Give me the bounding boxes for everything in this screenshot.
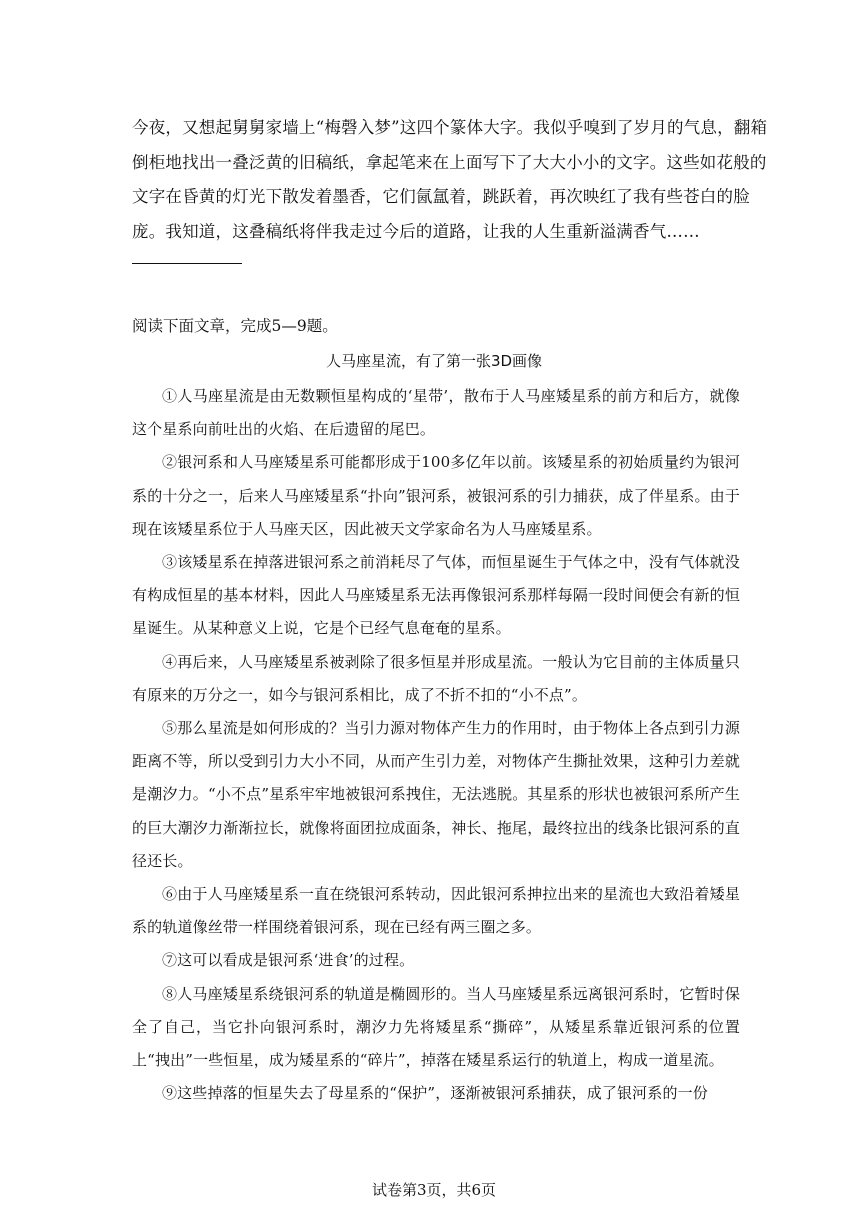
intro-paragraph: 今夜，又想起舅舅家墙上“梅磬入梦”这四个篆体大字。我似乎嗅到了岁月的气息，翻箱倒柜地找出一叠泛黄的旧稿纸，拿起笔来在上面写下了大大小小的文字。这些如花般的文字在昏黄的灯光下散发着墨香，它们氤氲着，跳跃着，再次映红了我有些苍白的脸庞。我知道，这叠稿纸将伴我走过今后的道路，让我的人生重新溢满香气…… <box>132 118 768 241</box>
reading-instruction: 阅读下面文章，完成5—9题。 <box>132 317 338 335</box>
section-divider <box>132 263 242 264</box>
article-paragraph-3: ③该矮星系在掉落进银河系之前消耗尽了气体，而恒星诞生于气体之中，没有气体就没有构成恒星的基本材料，因此人马座矮星系无法再像银河系那样每隔一段时间便会有新的恒星诞生。从某种意义上说，它是个已经气息奄奄的星系。 <box>132 553 740 638</box>
article-title: 人马座星流，有了第一张3D画像 <box>325 352 543 370</box>
article-paragraph-7: ⑦这可以看成是银河系‘进食’的过程。 <box>162 951 415 970</box>
article-paragraph-9: ⑨这些掉落的恒星失去了母星系的“保护”，逐渐被银河系捕获，成了银河系的一份 <box>162 1084 708 1103</box>
intro-passage <box>132 111 772 249</box>
article-paragraph-2: ②银河系和人马座矮星系可能都形成于100多亿年以前。该矮星系的初始质量约为银河系的十分之一，后来人马座矮星系“扑向”银河系，被银河系的引力捕获，成了伴星系。由于现在该矮星系位于人马座天区，因此被天文学家命名为人马座矮星系。 <box>132 453 740 538</box>
article-paragraph-5: ⑤那么星流是如何形成的？当引力源对物体产生力的作用时，由于物体上各点到引力源距离不等，所以受到引力大小不同，从而产生引力差，对物体产生撕扯效果，这种引力差就是潮汐力。“小不点”星系牢牢地被银河系拽住，无法逃脱。其星系的形状也被银河系所产生的巨大潮汐力渐渐拉长，就像将面团拉成面条，神长、拖尾，最终拉出的线条比银河系的直径还长。 <box>132 719 740 870</box>
page-footer: 试卷第3页，共6页 <box>371 1181 497 1199</box>
article-paragraph-8: ⑧人马座矮星系绕银河系的轨道是椭圆形的。当人马座矮星系远离银河系时，它暂时保全了自己，当它扑向银河系时，潮汐力先将矮星系“撕碎”，从矮星系靠近银河系的位置上“拽出”一些恒星，成为矮星系的“碎片”，掉落在矮星系运行的轨道上，构成一道星流。 <box>132 984 740 1070</box>
article-paragraph-4: ④再后来，人马座矮星系被剥除了很多恒星并形成星流。一般认为它目前的主体质量只有原来的万分之一，如今与银河系相比，成了不折不扣的“小不点”。 <box>132 652 740 704</box>
article-paragraph-6: ⑥由于人马座矮星系一直在绕银河系转动，因此银河系抻拉出来的星流也大致沿着矮星系的轨道像丝带一样围绕着银河系，现在已经有两三圈之多。 <box>132 885 740 937</box>
article-paragraph-1: ①人马座星流是由无数颗恒星构成的‘星带’，散布于人马座矮星系的前方和后方，就像这个星系向前吐出的火焰、在后遗留的尾巴。 <box>132 387 740 439</box>
article-body <box>132 380 740 1110</box>
